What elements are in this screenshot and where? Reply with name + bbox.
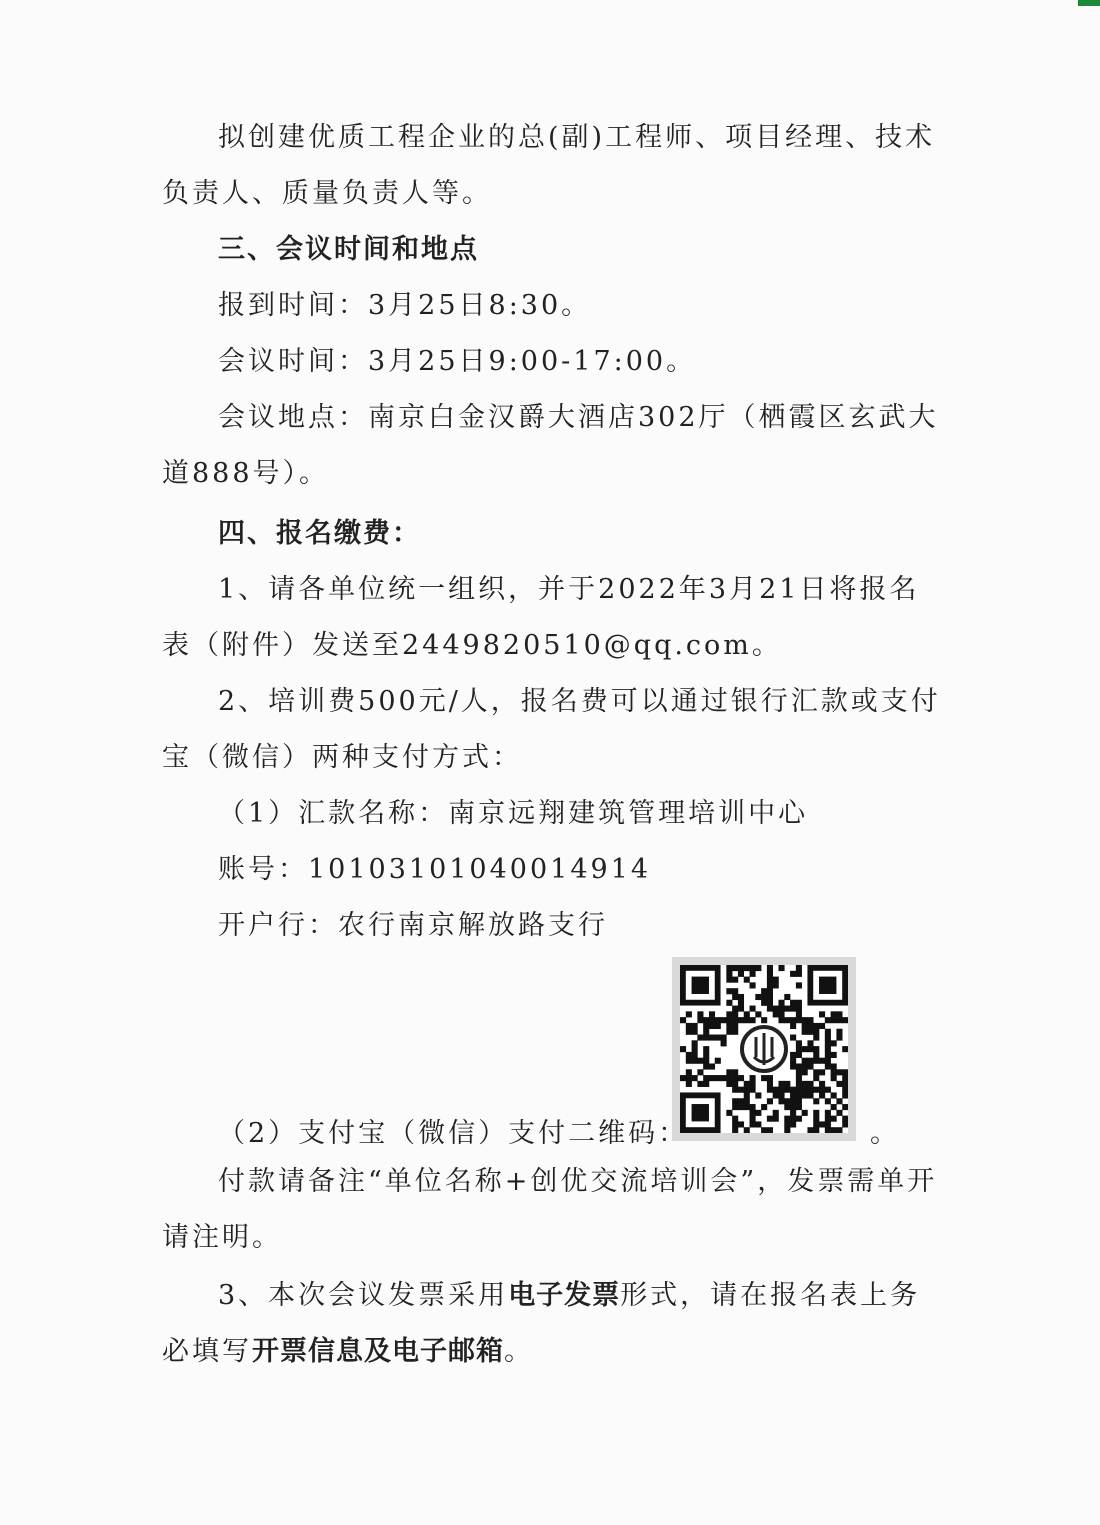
bold-text: 开票信息及电子邮箱	[252, 1336, 504, 1367]
text-line: 会议时间：3月25日9:00-17:00。	[218, 346, 697, 377]
text-line	[218, 1276, 968, 1316]
text-fragment: 3、本次会议发票采用	[218, 1280, 509, 1311]
text-line: 报到时间：3月25日8:30。	[218, 290, 592, 321]
text-line: 。	[870, 1118, 900, 1149]
section-heading: 三、会议时间和地点	[218, 234, 479, 265]
text-line: 宝（微信）两种支付方式：	[162, 742, 522, 773]
text-line: （1）汇款名称：南京远翔建筑管理培训中心	[218, 798, 809, 829]
text-line	[162, 1332, 912, 1372]
text-line: 1、请各单位统一组织，并于2022年3月21日将报名	[218, 574, 920, 605]
text-fragment: 必填写	[162, 1336, 252, 1367]
section-heading: 四、报名缴费：	[218, 518, 421, 549]
text-line: 2、培训费500元/人，报名费可以通过银行汇款或支付	[218, 686, 941, 717]
text-line: 道888号）。	[162, 458, 330, 489]
bank-logo-icon	[742, 1027, 786, 1071]
qr-code-icon	[680, 965, 848, 1133]
text-line: 会议地点：南京白金汉爵大酒店302厅（栖霞区玄武大	[218, 402, 939, 433]
text-line: 请注明。	[162, 1222, 282, 1253]
text-line: 账号：10103101040014914	[218, 854, 652, 885]
text-fragment: 形式，请在报名表上务	[620, 1280, 921, 1311]
text-line: 付款请备注“单位名称+创优交流培训会”，发票需单开	[218, 1166, 938, 1197]
bold-text: 电子发票	[508, 1280, 621, 1311]
text-line: 开户行：农行南京解放路支行	[218, 910, 608, 941]
text-line: 拟创建优质工程企业的总(副)工程师、项目经理、技术	[218, 122, 936, 153]
text-line: （2）支付宝（微信）支付二维码：	[218, 1118, 689, 1149]
text-fragment: 。	[504, 1336, 534, 1367]
edge-mark	[1078, 0, 1100, 6]
text-line: 负责人、质量负责人等。	[162, 178, 492, 209]
text-line: 表（附件）发送至2449820510@qq.com。	[162, 630, 782, 661]
